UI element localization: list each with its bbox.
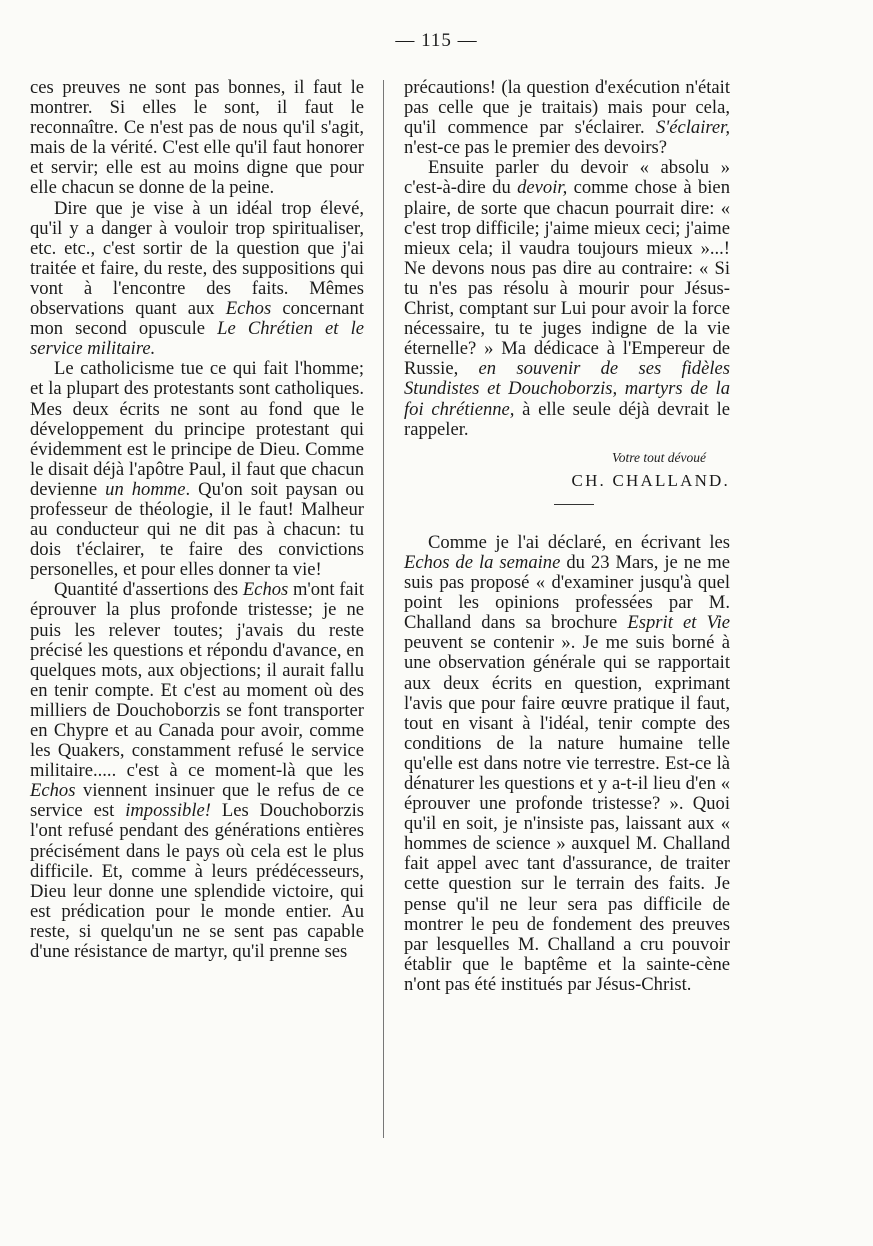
right-column: [404, 78, 730, 995]
paragraph: Le catholicisme tue ce qui fait l'homme; et la plupart des protestants sont catholiques. Mes deux écrits ne sont au fond que le développement du principe protestant qui évidemment est le principe de Dieu. Comme le disait déjà l'apôtre Paul, il faut que chacun devienne un homme. Qu'on soit paysan ou professeur de théologie, il le faut! Malheur au conducteur qui ne dit pas à chacun: tu dois t'éclairer, te faire des convictions personelles, et pour elles donner ta vie!: [30, 358, 364, 581]
paragraph: Quantité d'assertions des Echos m'ont fait éprouver la plus profonde tristesse; je ne puis les relever toutes; j'avais du reste précisé les questions et répondu d'avance, en quelques mots, aux objections; il aurait fallu en tenir compte. Et c'est au moment où des milliers de Douchoborzis se font transporter en Chypre et au Canada pour avoir, comme les Quakers, constamment refusé le service militaire..... c'est à ce moment-là que les Echos viennent insinuer que le refus de ce service est impossible! Les Douchoborzis l'ont refusé pendant des générations entières précisément dans le pays où cela est le plus difficile. Et, comme à leurs prédécesseurs, Dieu leur donne une splendide victoire, qui est prédication pour le monde entier. Au reste, si quelqu'un ne se sent pas capable d'une résistance de martyr, qu'il prenne ses: [30, 579, 364, 963]
separator-rule: [554, 504, 594, 505]
paragraph: précautions! (la question d'exécution n'était pas celle que je traitais) mais pour cela, qu'il commence par s'éclairer. S'éclairer, n'est-ce pas le premier des devoirs?: [404, 77, 730, 159]
signature-closing: Votre tout dévoué: [612, 449, 706, 465]
page-number: — 115 —: [395, 30, 478, 51]
paragraph: Comme je l'ai déclaré, en écrivant les Echos de la semaine du 23 Mars, je ne me suis pas proposé « d'examiner jusqu'à quel point les opinions professées par M. Challand dans sa brochure Esprit et Vie peuvent se contenir ». Je me suis borné à une observation générale qui se rapportait aux deux écrits en question, exprimant l'avis que pour faire œuvre pratique il faut, tout en visant à l'idéal, tenir compte des conditions de la nature humaine telle qu'elle est dans notre vie terrestre. Est-ce là dénaturer les questions et y a-t-il lieu d'en « éprouver une profonde tristesse? ». Quoi qu'il en soit, je n'insiste pas, laissant aux « hommes de science » auxquel M. Challand fait appel avec tant d'assurance, de traiter cette question sur le terrain des faits. Je pense qu'il ne leur sera pas difficile de montrer le peu de fondement des preuves par lesquelles M. Challand a cru pouvoir établir que le baptême et la sainte-cène n'ont pas été institués par Jésus-Christ.: [404, 531, 730, 995]
paragraph: ces preuves ne sont pas bonnes, il faut le montrer. Si elles le sont, il faut le reconnaître. Ce n'est pas de nous qu'il s'agit, mais de la vérité. C'est elle qu'il faut honorer et servir; elle est au moins digne que pour elle chacun se donne de la peine.: [30, 77, 364, 199]
signature-name: CH. CHALLAND.: [571, 470, 730, 490]
left-column: [30, 78, 364, 962]
paragraph: Dire que je vise à un idéal trop élevé, qu'il y a danger à vouloir trop spiritualiser, etc. etc., c'est sortir de la question que j'ai traitée et faire, du reste, des suppositions qui vont à l'encontre des faits. Mêmes observations quant aux Echos concernant mon second opuscule Le Chrétien et le service militaire.: [30, 197, 364, 360]
column-divider: [383, 80, 384, 1138]
paragraph: Ensuite parler du devoir « absolu » c'est-à-dire du devoir, comme chose à bien plaire, de sorte que chacun pourrait dire: « c'est trop difficile; j'aime mieux ceci; j'aime mieux cela; il vaudra toujours mieux »...! Ne devons nous pas dire au contraire: « Si tu n'es pas résolu à mourir pour Jésus-Christ, comptant sur Lui pour avoir la force nécessaire, tu te juges indigne de la vie éternelle? » Ma dédicace à l'Empereur de Russie, en souvenir de ses fidèles Stundistes et Douchoborzis, martyrs de la foi chrétienne, à elle seule déjà devrait le rappeler.: [404, 157, 730, 440]
